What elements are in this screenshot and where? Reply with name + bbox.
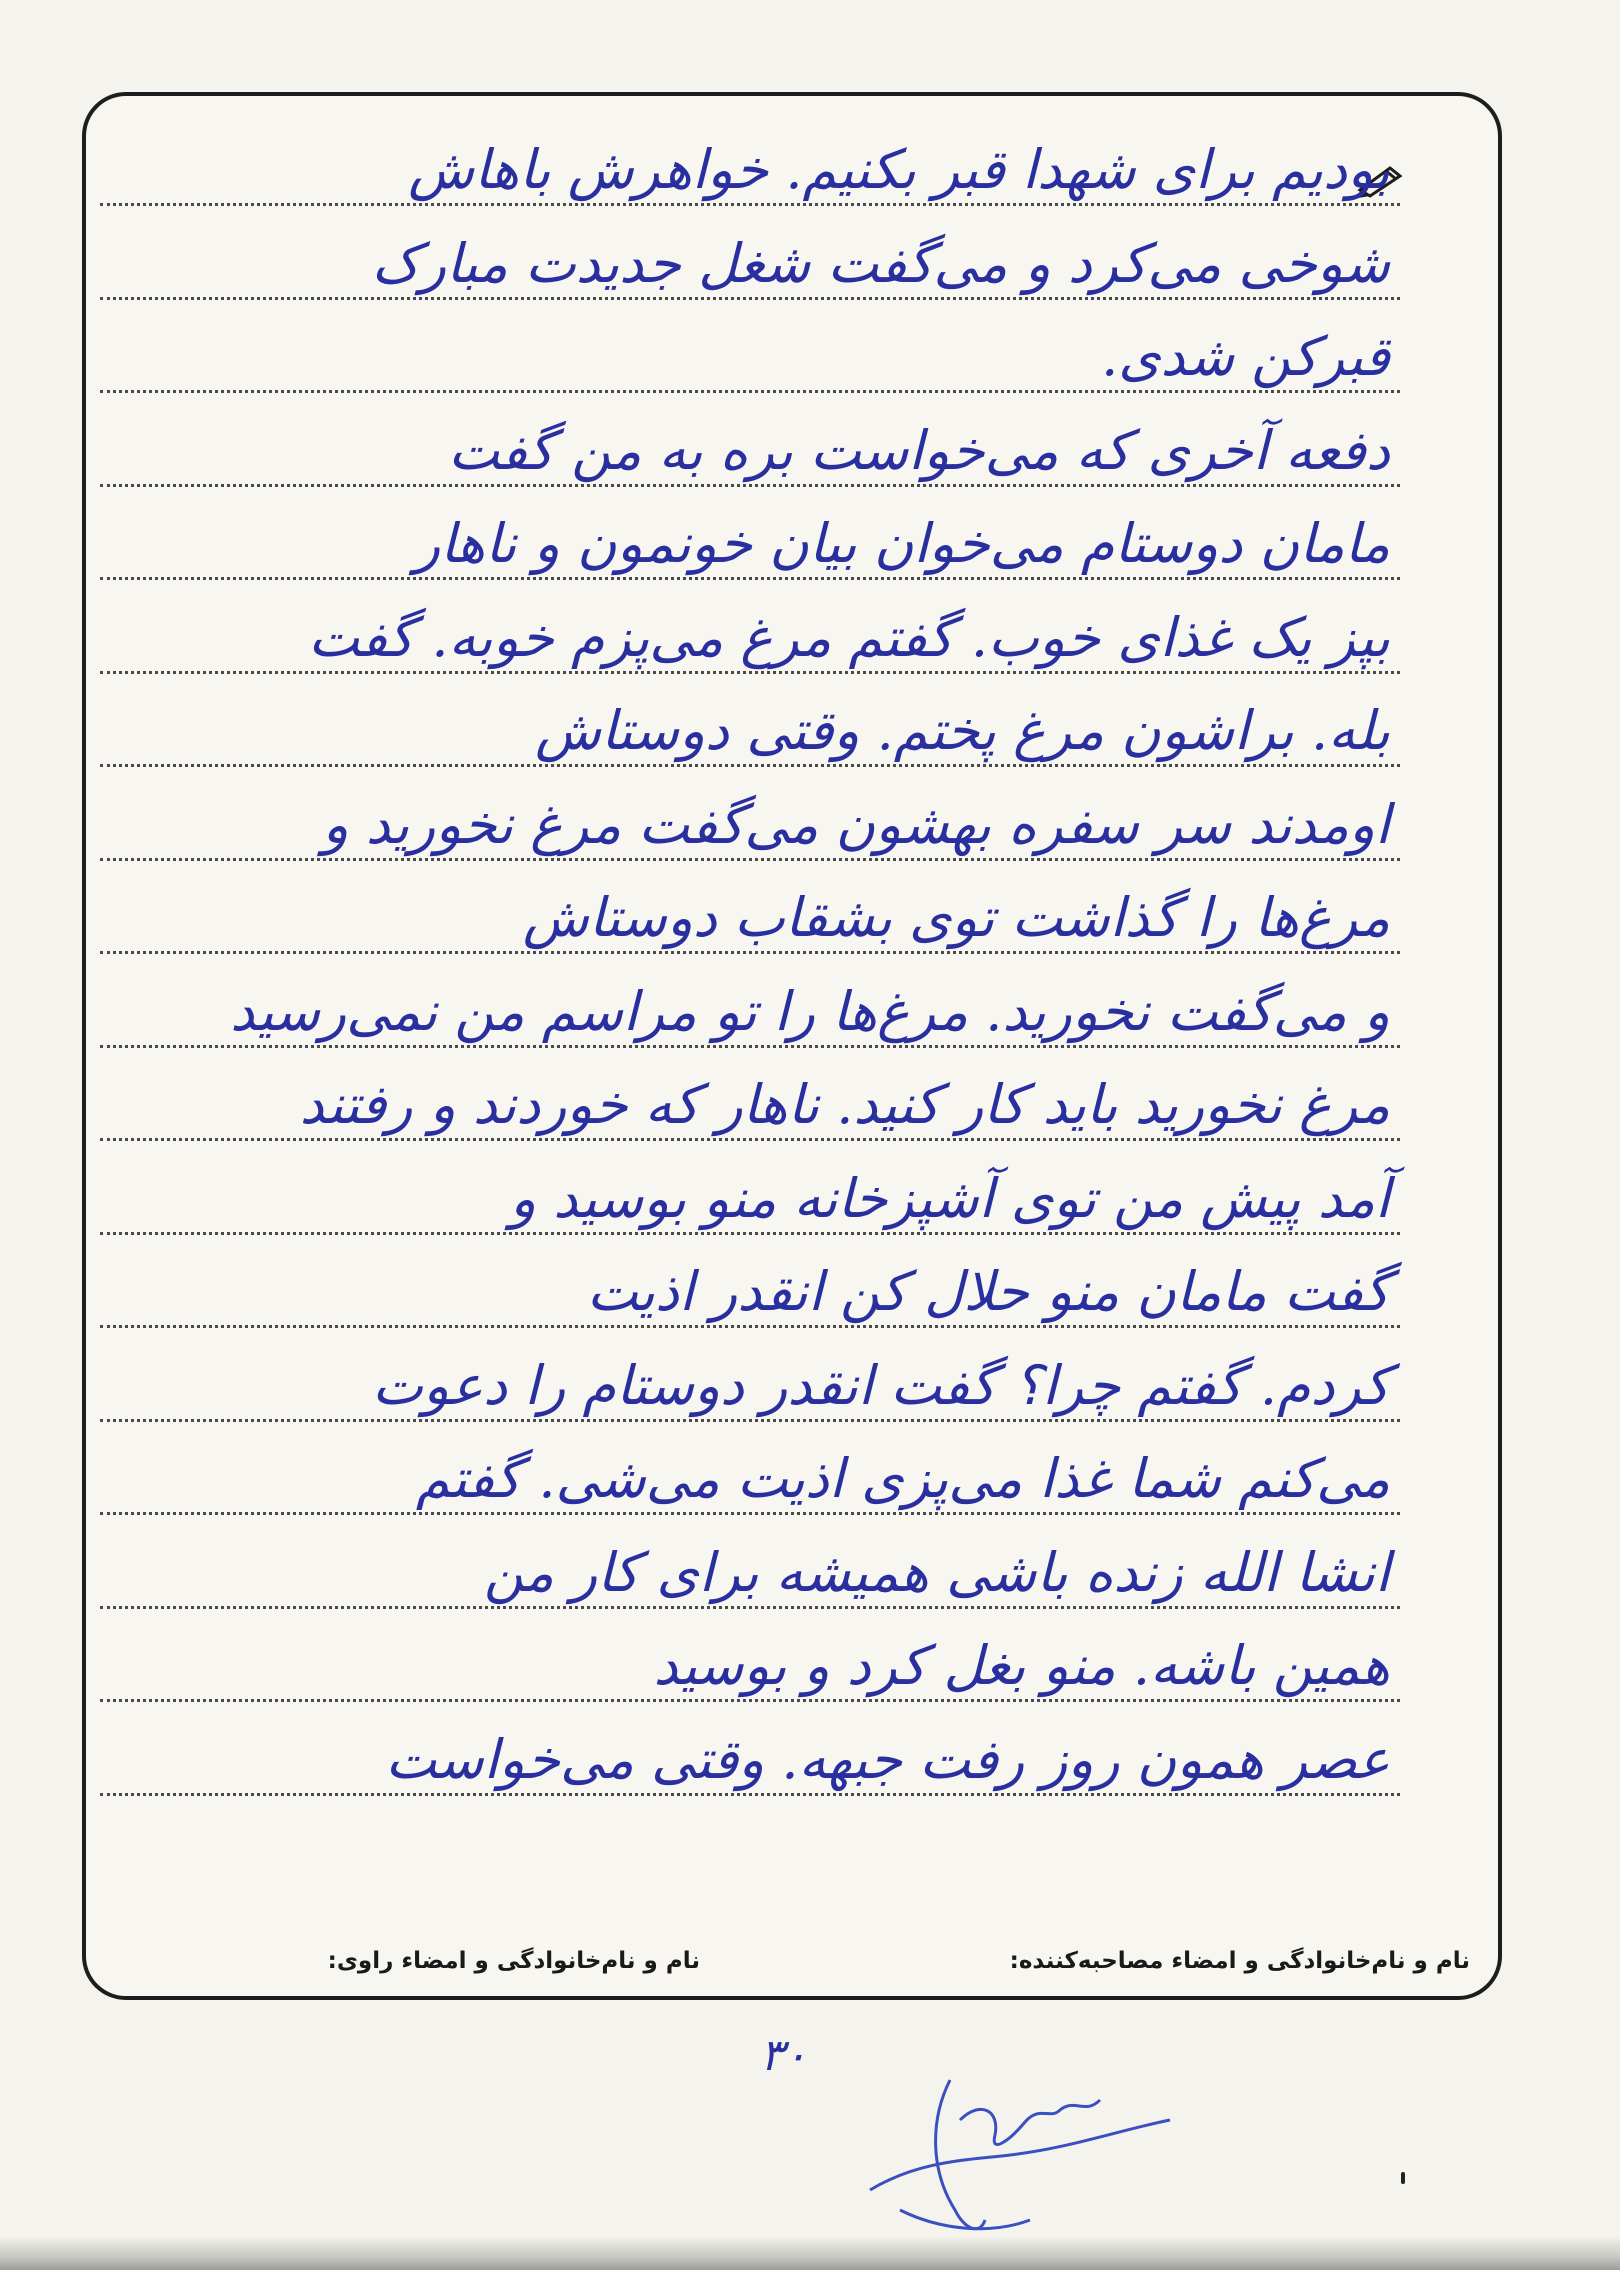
handwritten-line xyxy=(100,1636,1400,1702)
handwritten-line-text: آمد پیش من توی آشپزخانه منو بوسید و xyxy=(510,1166,1390,1230)
handwritten-line xyxy=(100,979,1400,1048)
handwritten-line-text: و می‌گفت نخورید. مرغ‌ها را تو مراسم من نمی‌رسید xyxy=(230,979,1390,1043)
handwritten-line-text: مرغ نخورید باید کار کنید. ناهار که خوردند و رفتند xyxy=(299,1073,1390,1136)
handwritten-line-text: قبرکن شدی. xyxy=(1101,325,1390,388)
handwritten-line-text: دفعه آخری که می‌خواست بره به من گفت xyxy=(448,418,1390,482)
handwritten-line xyxy=(100,1540,1400,1609)
handwritten-line-text: انشا الله زنده باشی همیشه برای کار من xyxy=(483,1540,1390,1604)
handwritten-line-text: کردم. گفتم چرا؟ گفت انقدر دوستام را دعوت xyxy=(372,1353,1390,1417)
handwritten-line-text: می‌کنم شما غذا می‌پزی اذیت می‌شی. گفتم xyxy=(415,1447,1390,1510)
interviewer-signature-label: نام و نام‌خانوادگی و امضاء مصاحبه‌کننده: xyxy=(1009,1948,1470,1974)
handwritten-line xyxy=(100,888,1400,954)
handwritten-signature xyxy=(860,2060,1180,2260)
page-number: ۳۰ xyxy=(760,2030,808,2081)
handwritten-line xyxy=(100,1166,1400,1235)
handwritten-line-text: بله. براشون مرغ پختم. وقتی دوستاش xyxy=(535,699,1390,762)
handwritten-line xyxy=(100,418,1400,487)
handwritten-line-text: گفت مامان منو حلال کن انقدر اذیت xyxy=(586,1260,1390,1323)
handwritten-line-text: مامان دوستام می‌خوان بیان خونمون و ناهار xyxy=(414,512,1390,575)
scan-bottom-edge xyxy=(0,2236,1620,2270)
handwritten-line xyxy=(100,1353,1400,1422)
handwritten-line-text: شوخی می‌کرد و می‌گفت شغل جدیدت مبارک xyxy=(371,231,1390,295)
handwritten-line xyxy=(100,1727,1400,1796)
handwritten-line-text: همین باشه. منو بغل کرد و بوسید xyxy=(653,1634,1390,1697)
handwritten-line xyxy=(100,327,1400,393)
handwritten-line-text: بپز یک غذای خوب. گفتم مرغ می‌پزم خوبه. گفت xyxy=(308,605,1390,669)
handwritten-line xyxy=(100,1075,1400,1141)
handwritten-line xyxy=(100,792,1400,861)
handwritten-line xyxy=(100,514,1400,580)
narrator-signature-label: نام و نام‌خانوادگی و امضاء راوی: xyxy=(327,1948,700,1974)
handwritten-line-text: عصر همون روز رفت جبهه. وقتی می‌خواست xyxy=(385,1727,1390,1791)
handwritten-line xyxy=(100,231,1400,300)
handwritten-line-text: بودیم برای شهدا قبر بکنیم. خواهرش باهاش xyxy=(408,138,1390,201)
handwritten-line-text: اومدند سر سفره بهشون می‌گفت مرغ نخورید و xyxy=(322,792,1390,856)
ink-dot xyxy=(1401,2172,1405,2184)
handwritten-line xyxy=(100,1262,1400,1328)
handwritten-line xyxy=(100,140,1400,206)
handwritten-line xyxy=(100,605,1400,674)
handwritten-line xyxy=(100,1449,1400,1515)
handwritten-line-text: مرغ‌ها را گذاشت توی بشقاب دوستاش xyxy=(522,886,1390,949)
handwritten-line xyxy=(100,701,1400,767)
